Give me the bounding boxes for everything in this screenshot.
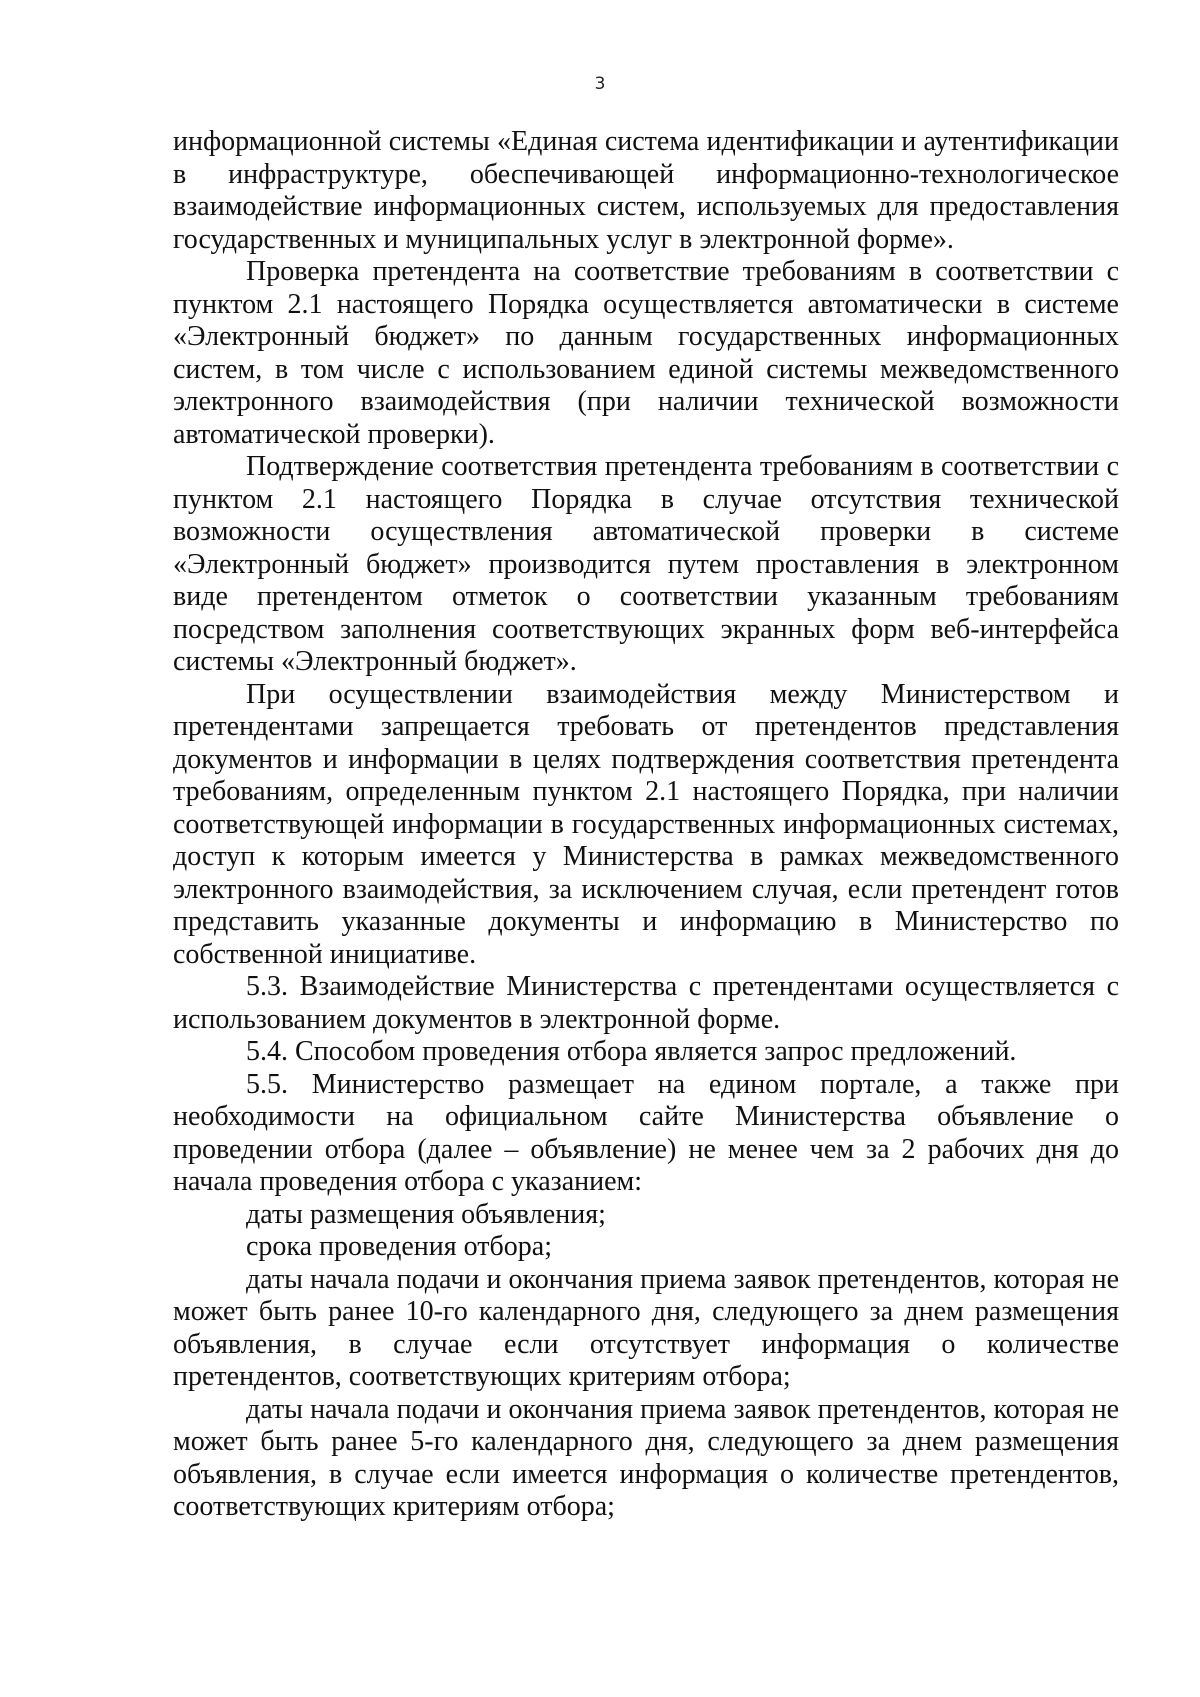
list-item-announcement-date: даты размещения объявления; <box>246 1198 606 1230</box>
paragraph-5-3: 5.3. Взаимодействие Министерства с претендентами осуществляется с использованием документов в электронной форме. <box>173 971 1119 1035</box>
paragraph-5-4: 5.4. Способом проведения отбора является запрос предложений. <box>246 1036 1017 1067</box>
page-number: 3 <box>594 74 606 94</box>
list-item-application-dates-5-day: даты начала подачи и окончания приема заявок претендентов, которая не может быть ранее 5-го календарного дня, следующего за днем размещения объявления, в случае если имеется информация о количестве претендентов, соответствующих критериям отбора; <box>173 1393 1119 1522</box>
paragraph-automatic-check: Проверка претендента на соответствие требованиям в соответствии с пунктом 2.1 настоящего Порядка осуществляется автоматически в системе «Электронный бюджет» по данным государственных информационных систем, в том числе с использованием единой системы межведомственного электронного взаимодействия (при наличии технической возможности автоматической проверки). <box>173 256 1119 450</box>
paragraph-confirmation: Подтверждение соответствия претендента требованиям в соответствии с пунктом 2.1 настоящего Порядка в случае отсутствия технической возможности осуществления автоматической проверки в системе «Электронный бюджет» производится путем проставления в электронном виде претендентом отметок о соответствии указанным требованиям посредством заполнения соответствующих экранных форм веб-интерфейса системы «Электронный бюджет». <box>173 451 1119 677</box>
document-body <box>173 126 1119 1524</box>
paragraph-interaction-restriction: При осуществлении взаимодействия между Министерством и претендентами запрещается требовать от претендентов представления документов и информации в целях подтверждения соответствия претендента требованиям, определенным пунктом 2.1 настоящего Порядка, при наличии соответствующей информации в государственных информационных системах, доступ к которым имеется у Министерства в рамках межведомственного электронного взаимодействия, за исключением случая, если претендент готов представить указанные документы и информацию в Министерство по собственной инициативе. <box>173 678 1119 970</box>
list-item-application-dates-10-day: даты начала подачи и окончания приема заявок претендентов, которая не может быть ранее 10-го календарного дня, следующего за днем размещения объявления, в случае если отсутствует информация о количестве претендентов, соответствующих критериям отбора; <box>173 1263 1119 1392</box>
list-item-selection-period: срока проведения отбора; <box>246 1231 552 1262</box>
paragraph-continuation: информационной системы «Единая система идентификации и аутентификации в инфраструктуре, обеспечивающей информационно-технологическое взаимодействие информационных систем, используемых для предоставления государственных и муниципальных услуг в электронной форме». <box>173 126 1119 255</box>
paragraph-5-5: 5.5. Министерство размещает на едином портале, а также при необходимости на официальном сайте Министерства объявление о проведении отбора (далее – объявление) не менее чем за 2 рабочих дня до начала проведения отбора с указанием: <box>173 1068 1119 1197</box>
